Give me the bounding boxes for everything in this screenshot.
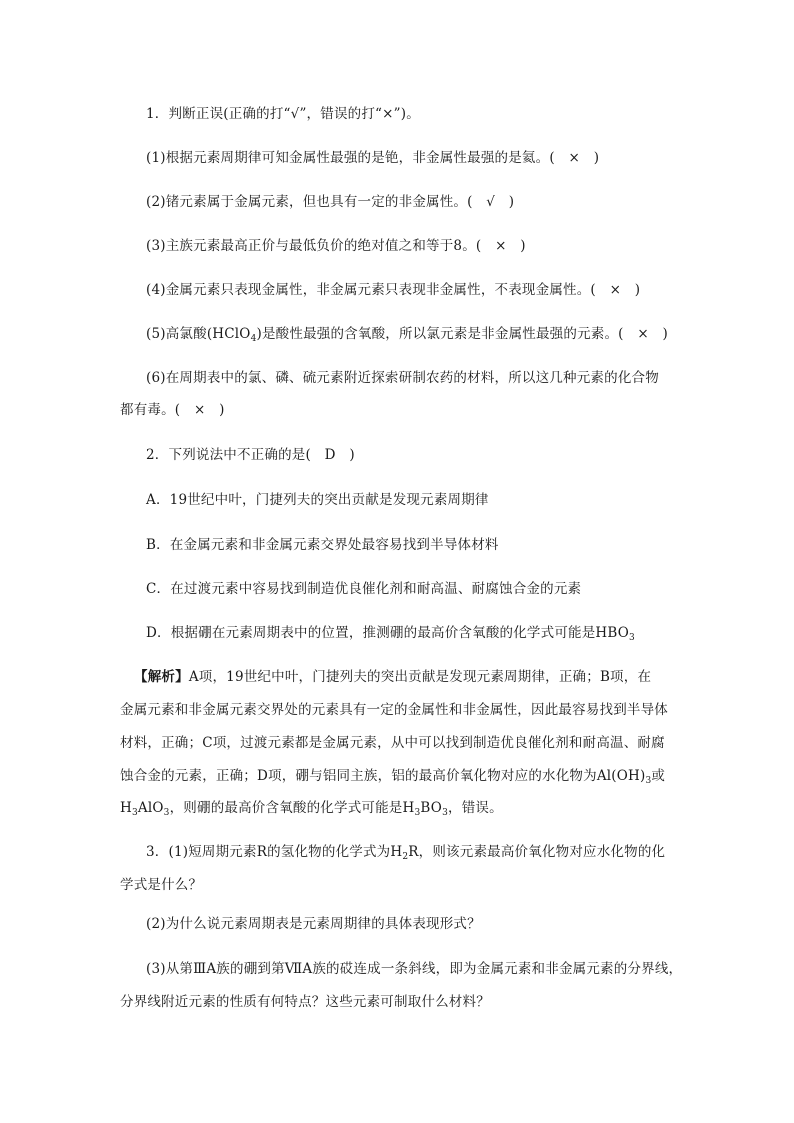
question-1-item-1: (1)根据元素周期律可知金属性最强的是铯，非金属性最强的是氦。( × ) (146, 150, 600, 166)
question-3-part-3-line-1: (3)从第ⅢA族的硼到第ⅦA族的砹连成一条斜线，即为金属元素和非金属元素的分界线， (146, 961, 683, 977)
question-1-item-6-line-1: (6)在周期表中的氯、磷、硫元素附近探索研制农药的材料，所以这几种元素的化合物 (146, 370, 659, 386)
question-3-part-3-line-2: 分界线附近元素的性质有何特点？这些元素可制取什么材料？ (120, 994, 490, 1010)
question-1-item-4: (4)金属元素只表现金属性，非金属元素只表现非金属性，不表现金属性。( × ) (146, 282, 641, 298)
question-1-item-3: (3)主族元素最高正价与最低负价的绝对值之和等于8。( × ) (146, 238, 526, 254)
question-1-item-6-line-2: 都有毒。( × ) (120, 402, 225, 418)
question-2-option-d: D．根据硼在元素周期表中的位置，推测硼的最高价含氧酸的化学式可能是$HBO_3$ (146, 625, 635, 643)
question-1-stem: 1．判断正误(正确的打“√”，错误的打“×”)。 (146, 106, 420, 122)
question-3-part-2: (2)为什么说元素周期表是元素周期律的具体表现形式？ (146, 916, 481, 932)
analysis-line-2: 金属元素和非金属元素交界处的元素具有一定的金属性和非金属性，因此最容易找到半导体 (120, 702, 668, 718)
question-3-line-1: 3．(1)短周期元素R的氢化物的化学式为$H_2R$，则该元素最高价氧化物对应水化物的化 (146, 844, 666, 862)
analysis-line-4: 蚀合金的元素，正确；D项，硼与铝同主族，铝的最高价氧化物对应的水化物为$Al(OH)_3$或 (120, 768, 666, 786)
question-1-item-2: (2)锗元素属于金属元素，但也具有一定的非金属性。( √ ) (146, 194, 515, 210)
question-2-option-c: C．在过渡元素中容易找到制造优良催化剂和耐高温、耐腐蚀合金的元素 (146, 581, 582, 597)
question-2-option-b: B．在金属元素和非金属元素交界处最容易找到半导体材料 (146, 537, 499, 553)
analysis-label: 【解析】 (134, 669, 189, 685)
question-3-line-2: 学式是什么？ (120, 877, 203, 893)
question-2-option-a: A．19世纪中叶，门捷列夫的突出贡献是发现元素周期律 (146, 492, 489, 508)
question-2-stem: 2．下列说法中不正确的是( D ) (146, 447, 355, 463)
question-1-item-5: (5)高氯酸(HClO$_4$)是酸性最强的含氧酸，所以氯元素是非金属性最强的元素。( × ) (146, 326, 669, 344)
analysis-line-5: $H_3AlO_3$，则硼的最高价含氧酸的化学式可能是$H_3BO_3$，错误。 (120, 800, 503, 818)
analysis-line-3: 材料，正确；C项，过渡元素都是金属元素，从中可以找到制造优良催化剂和耐高温、耐腐 (120, 735, 665, 751)
analysis-line-1: 【解析】A项，19世纪中叶，门捷列夫的突出贡献是发现元素周期律，正确；B项，在 (134, 669, 652, 685)
